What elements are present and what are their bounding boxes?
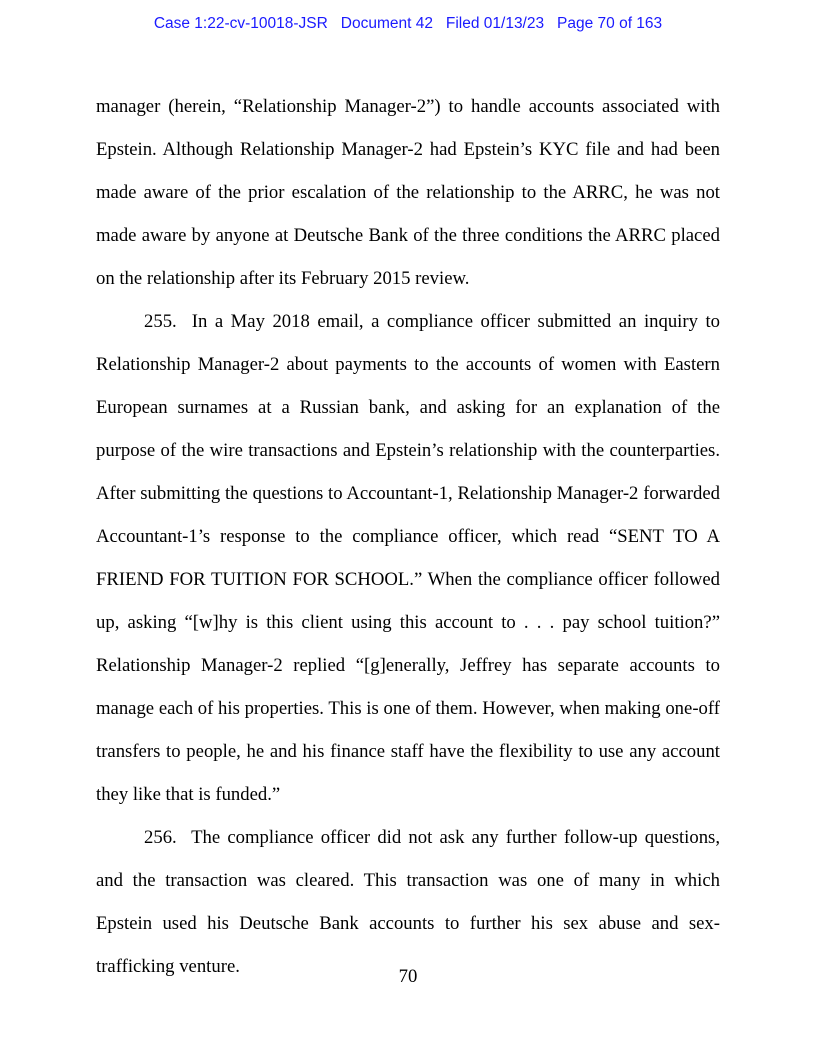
paragraph-text: The compliance officer did not ask any further follow-up questions, and the transaction was cleared. This transaction was one of many in which Epstein used his Deutsche Bank accounts to further his sex abuse and sex-trafficking venture. — [96, 827, 721, 977]
paragraph-255 — [96, 300, 720, 816]
paragraph-text: manager (herein, “Relationship Manager-2”) to handle accounts associated with Epstein. Although Relationship Manager-2 had Epstein’s KYC file and had been made aware of the prior escalation of the relationship to the ARRC, he was not made aware by anyone at Deutsche Bank of the three conditions the ARRC placed on the relationship after its February 2015 review. — [96, 96, 720, 289]
paragraph-number: 255. — [144, 311, 177, 332]
document-body — [96, 85, 720, 988]
paragraph-number: 256. — [144, 827, 177, 848]
page-number: 70 — [398, 966, 418, 987]
paragraph-text: In a May 2018 email, a compliance officer submitted an inquiry to Relationship Manager-2 about payments to the accounts of women with Eastern European surnames at a Russian bank, and asking for an explanation of the purpose of the wire transactions and Epstein’s relationship with the counterparties. After submitting the questions to Accountant-1, Relationship Manager-2 forwarded Accountant-1’s response to the compliance officer, which read “SENT TO A FRIEND FOR TUITION FOR SCHOOL.” When the compliance officer followed up, asking “[w]hy is this client using this account to . . . pay school tuition?” Relationship Manager-2 replied “[g]enerally, Jeffrey has separate accounts to manage each of his properties. This is one of them. However, when making one-off transfers to people, he and his finance staff have the flexibility to use any account they like that is funded.” — [96, 311, 720, 805]
case-header: Case 1:22-cv-10018-JSR Document 42 Filed 01/13/23 Page 70 of 163 — [153, 15, 663, 32]
paragraph-continued — [96, 85, 720, 300]
paragraph-256 — [96, 816, 720, 988]
